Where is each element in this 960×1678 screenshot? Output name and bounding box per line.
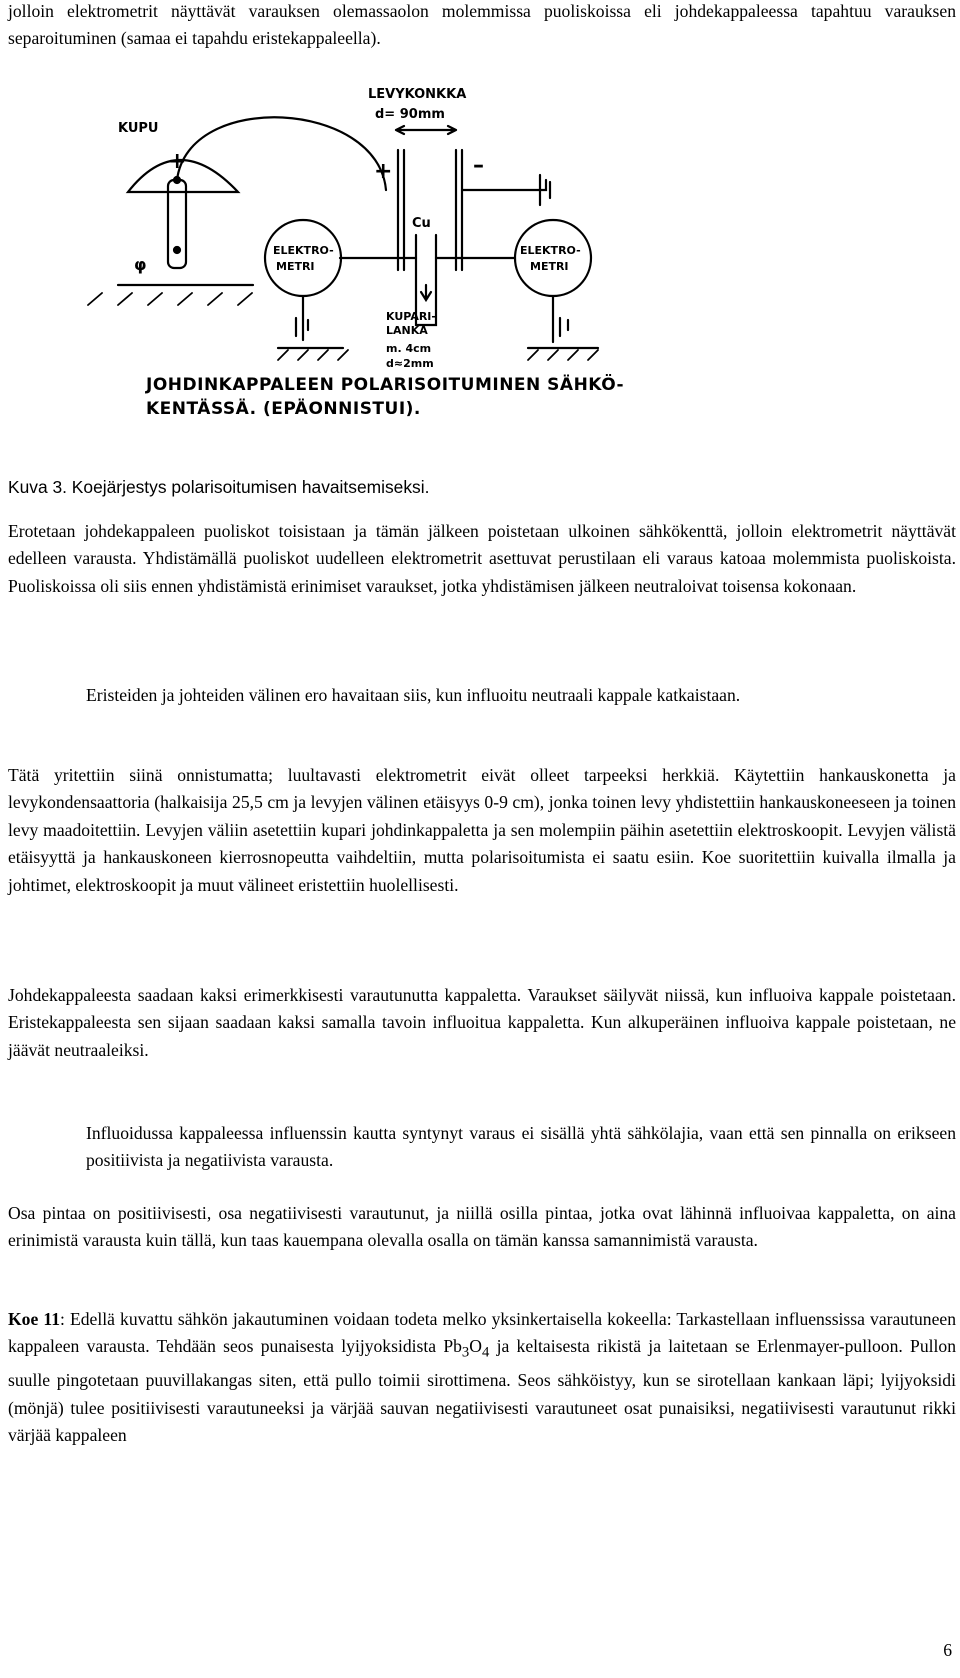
- dome-plus: +: [168, 149, 187, 174]
- plate-right: [456, 150, 462, 270]
- paragraph-1: Erotetaan johdekappaleen puoliskot toisistaan ja tämän jälkeen poistetaan ulkoinen sähkökenttä, jolloin elektrometrit näyttävät edelleen varausta. Yhdistämällä puoliskot uudelleen elektrometrit asettuvat perustilaan eli varaus katoaa molemmista puoliskoista. Puoliskoissa oli siis ennen yhdistämistä erinimiset varaukset, jotka yhdistämisen jälkeen neutraloivat toisensa kokonaan.: [8, 521, 956, 596]
- diagram-title-line2: d= 90mm: [375, 107, 445, 122]
- plate-ground-wire: [462, 175, 550, 205]
- dome-column: [168, 180, 186, 268]
- figure-caption: Kuva 3. Koejärjestys polarisoitumisen havaitsemiseksi.: [8, 477, 430, 497]
- distance-arrow: [396, 126, 456, 134]
- subscript-3: 3: [461, 1344, 470, 1361]
- page-number: 6: [943, 1640, 952, 1660]
- plate-plus: +: [374, 159, 393, 184]
- electrometer-left-stand: [296, 296, 308, 340]
- phi-symbol: φ: [134, 255, 147, 274]
- electrometer-right-stand: [553, 296, 568, 342]
- paragraph-7-part-a: : Edellä kuvattu sähkön jakautuminen voidaan todeta melko yksinkertaisella kokeella: Tarkastellaan influenssissa varautuneen kappaleen varausta. Tehdään seos punaisesta lyijyoksidista Pb: [8, 1309, 956, 1357]
- paragraph-intro: jolloin elektrometrit näyttävät varauksen olemassaolon molemmissa puoliskoissa eli johdekappaleessa tapahtuu varauksen separoituminen (samaa ei tapahdu eristekappaleella).: [8, 1, 956, 49]
- paragraph-5: Influoidussa kappaleessa influenssin kautta syntynyt varaus ei sisällä yhtä sähkölajia, vaan että sen pinnalla on erikseen positiivista ja negatiivista varausta.: [86, 1123, 956, 1171]
- wire-pointer-arrow: [421, 285, 431, 300]
- wire-label-4: d≈2mm: [386, 357, 434, 370]
- wire-label-2: LANKA: [386, 324, 428, 337]
- electrometer-right: [515, 220, 591, 296]
- column-terminal: [174, 247, 180, 253]
- electrometer-right-label-1: ELEKTRO-: [520, 244, 581, 257]
- plate-left: [398, 150, 404, 270]
- dome-ground-hatch: [88, 293, 252, 305]
- paragraph-6: Osa pintaa on positiivisesti, osa negatiivisesti varautunut, ja niillä osilla pintaa, jotka ovat lähinnä influoivaa kappaletta, on aina erinimistä varausta kuin tällä, kun taas kauempana olevalla osalla on tämän kanssa samannimistä varausta.: [8, 1203, 956, 1251]
- label-kupu: KUPU: [118, 121, 159, 136]
- wire-label-1: KUPARI-: [386, 310, 436, 323]
- paragraph-3: Tätä yritettiin siinä onnistumatta; luultavasti elektrometrit eivät olleet tarpeeksi herkkiä. Käytettiin hankauskonetta ja levykondensaattoria (halkaisija 25,5 cm ja levyjen välinen etäisyys 0-9 cm), jonka toinen levy yhdistettiin hankauskoneeseen ja toinen levy maadoitettiin. Levyjen väliin asetettiin kupari johdinkappaletta ja sen molempiin päihin asetettiin elektroskoopit. Levyjen välistä etäisyyttä ja hankauskoneen kierrosnopeutta vaihdeltiin, mutta polarisoitumista ei saatu esiin. Koe suoritettiin kuivalla ilmalla ja johtimet, elektroskoopit ja muut välineet eristettiin huolellisesti.: [8, 765, 956, 895]
- wire-label-3: m. 4cm: [386, 342, 432, 355]
- electrometer-left: [265, 220, 341, 296]
- diagram-caption-line1: JOHDINKAPPALEEN POLARISOITUMINEN SÄHKÖ-: [146, 375, 625, 395]
- dome-wire: [177, 117, 386, 190]
- electrometer-left-label-1: ELEKTRO-: [273, 244, 334, 257]
- left-ground-hatch: [278, 350, 348, 360]
- plate-minus: –: [473, 153, 484, 178]
- electrometer-right-label-2: METRI: [530, 260, 569, 273]
- right-ground-hatch: [528, 350, 598, 360]
- paragraph-7-mid: O: [469, 1336, 482, 1357]
- subscript-4: 4: [481, 1344, 490, 1361]
- electrometer-left-label-2: METRI: [276, 260, 315, 273]
- paragraph-4: Johdekappaleesta saadaan kaksi erimerkkisesti varautunutta kappaletta. Varaukset säilyvät niissä, kun influoiva kappale poistetaan. Eristekappaleesta sen sijaan saadaan kaksi samalla tavoin influoitua kappaletta. Kun alkuperäinen influoiva kappale poistetaan, ne jäävät neutraaleiksi.: [8, 985, 956, 1060]
- paragraph-2: Eristeiden ja johteiden välinen ero havaitaan siis, kun influoitu neutraali kappale katkaistaan.: [86, 685, 741, 705]
- paragraph-7-part-b: ja keltaisesta rikistä ja laitetaan se Erlenmayer-pulloon. Pullon suulle pingotetaan puuvillakangas siten, että pullo toimii sirottimena. Seos sähköistyy, kun se sirotellaan kankaan läpi; lyijyoksidi (mönjä) tulee positiivisesti varautuneeksi ja värjää sauvan negatiivisesti varautuneet osat punaisiksi, negatiivisesti varautunut rikki värjää kappaleen: [8, 1336, 956, 1446]
- diagram-caption-line2: KENTÄSSÄ. (EPÄONNISTUI).: [146, 399, 421, 419]
- experiment-label: Koe 11: [8, 1309, 61, 1329]
- diagram-title-line1: LEVYKONKKA: [368, 87, 467, 102]
- experiment-figure: [78, 80, 718, 455]
- handdrawn-diagram: [78, 80, 718, 455]
- label-cu: Cu: [412, 216, 431, 231]
- paragraph-7: [8, 1306, 956, 1450]
